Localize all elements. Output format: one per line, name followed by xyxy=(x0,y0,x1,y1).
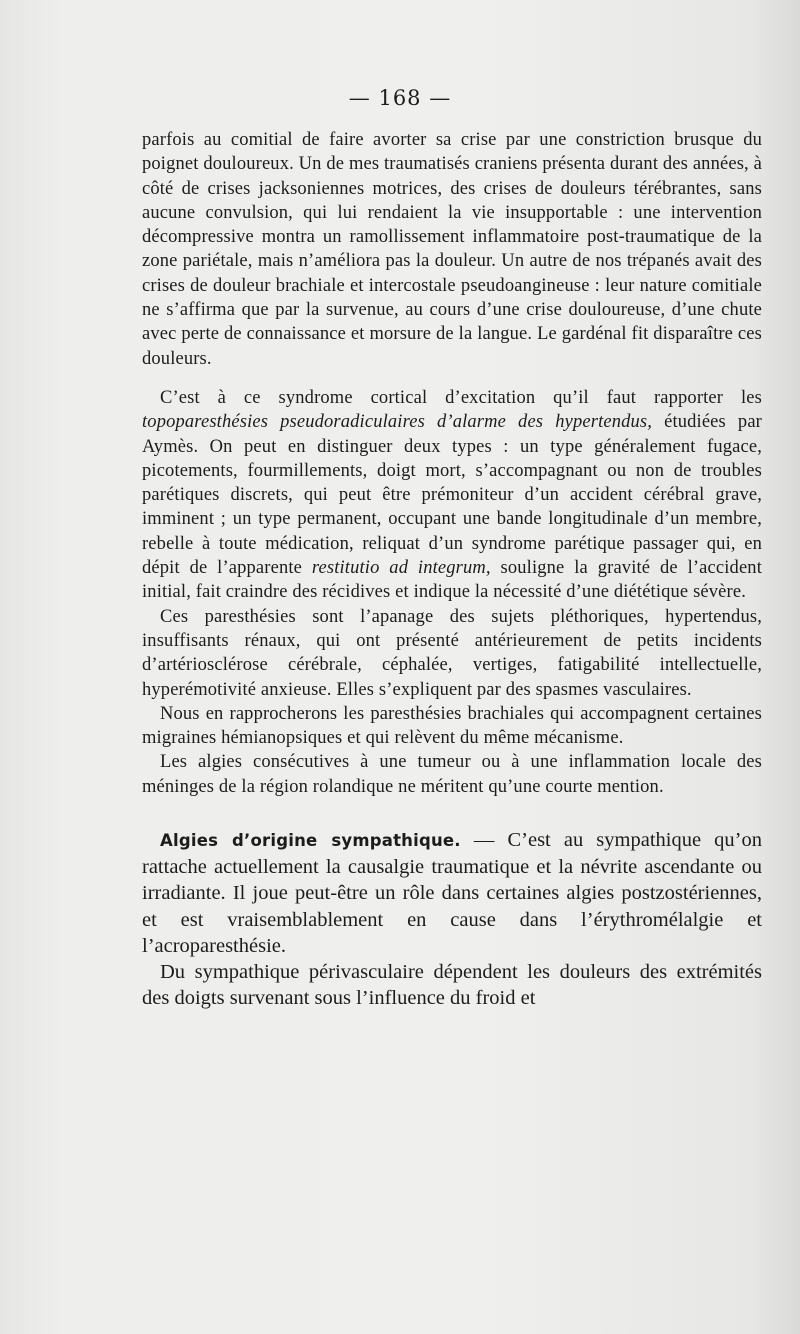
text-run: C’est à ce syndrome cortical d’excitation qu’il faut rapporter les xyxy=(160,387,762,408)
section-heading: Algies d’origine sympathique. xyxy=(160,831,461,851)
paragraph: Du sympathique périvasculaire dépendent les douleurs des extrémités des doigts survenant sous l’influence du froid et xyxy=(142,961,762,1010)
section-cortical-pain xyxy=(142,128,762,799)
text-run: souligne la gravité de l’accident initial, fait craindre des récidives et indique la nécessité d’une diététique sévère. xyxy=(142,558,762,603)
paragraph: Les algies consécutives à une tumeur ou à une inflammation locale des méninges de la région rolandique ne méritent qu’une courte mention. xyxy=(142,752,762,797)
italic-term: topoparesthésies pseudoradiculaires d’alarme des hypertendus, xyxy=(142,412,653,433)
italic-term: restitutio ad integrum, xyxy=(311,558,491,579)
paragraph xyxy=(142,827,762,959)
page-number: — 168 — xyxy=(348,86,452,110)
section-sympathetic-pain xyxy=(142,827,762,1011)
paragraph: Ces paresthésies sont l’apanage des sujets pléthoriques, hypertendus, insuffisants rénaux, qui ont présenté antérieurement de petits incidents d’artériosclérose cérébrale, céphalée, vertiges, fatigabilité intellectuelle, hyperémotivité anxieuse. Elles s’expliquent par des spasmes vasculaires. xyxy=(142,606,762,700)
paragraph xyxy=(142,386,762,605)
text-run: — C’est au sympathique qu’on rattache actuellement la causalgie traumatique et la névrite ascendante ou irradiante. Il joue peut-être un rôle dans certaines algies postzostériennes, et est vraisemblablement en cause dans l’érythromélalgie et l’acroparesthésie. xyxy=(142,829,762,957)
body-text xyxy=(142,128,762,1011)
text-run: étudiées par Aymès. On peut en distinguer deux types : un type généralement fugace, picotements, fourmillements, doigt mort, s’accompagnant ou non de troubles parétiques discrets, qui peut être prémoniteur d’un accident cérébral grave, imminent ; un type permanent, occupant une bande longitudinale d’un membre, rebelle à toute médication, reliquat d’un syndrome parétique passager qui, en dépit de l’apparente xyxy=(142,412,762,579)
paragraph: Nous en rapprocherons les paresthésies brachiales qui accompagnent certaines migraines hémianopsiques et qui relèvent du même mécanisme. xyxy=(142,703,762,749)
paragraph: parfois au comitial de faire avorter sa crise par une constriction brusque du poignet douloureux. Un de mes traumatisés craniens présenta durant des années, à côté de crises jacksoniennes motrices, des crises de douleurs térébrantes, sans aucune convulsion, qui lui rendaient la vie insupportable : une intervention décompressive montra un ramollissement inflammatoire post-traumatique de la zone pariétale, mais n’améliora pas la douleur. Un autre de nos trépanés avait des crises de douleur brachiale et intercostale pseudoangineuse : leur nature comitiale ne s’affirma que par la survenue, au cours d’une crise douloureuse, d’une chute avec perte de connaissance et morsure de la langue. Le gardénal fit disparaître ces douleurs. xyxy=(142,130,762,369)
